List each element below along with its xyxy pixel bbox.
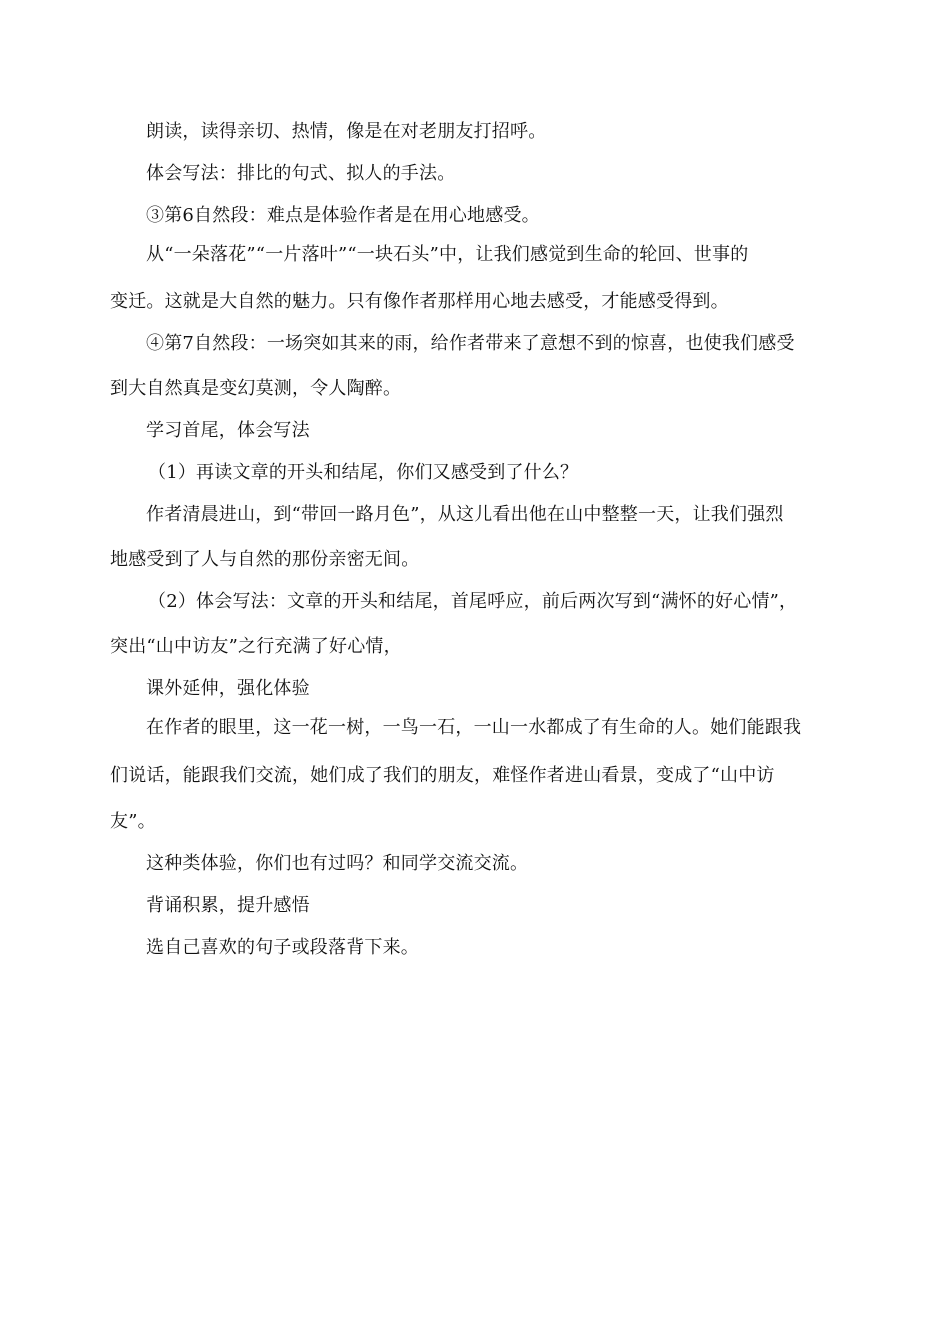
paragraph-line: （1）再读文章的开头和结尾，你们又感受到了什么？ bbox=[148, 462, 579, 483]
paragraph-line: 突出“山中访友”之行充满了好心情， bbox=[110, 636, 402, 657]
section-heading: 课外延伸，强化体验 bbox=[146, 678, 310, 699]
paragraph-line: 作者清晨进山，到“带回一路月色”，从这儿看出他在山中整整一天，让我们强烈 bbox=[146, 504, 784, 525]
paragraph-line: 选自己喜欢的句子或段落背下来。 bbox=[146, 937, 419, 958]
paragraph-line: 在作者的眼里，这一花一树，一鸟一石，一山一水都成了有生命的人。她们能跟我 bbox=[146, 717, 802, 738]
paragraph-line: 这种类体验，你们也有过吗？和同学交流交流。 bbox=[146, 853, 529, 874]
paragraph-line: 们说话，能跟我们交流，她们成了我们的朋友，难怪作者进山看景，变成了“山中访 bbox=[110, 765, 775, 786]
section-heading: 学习首尾，体会写法 bbox=[146, 420, 310, 441]
paragraph-line: （2）体会写法：文章的开头和结尾，首尾呼应，前后两次写到“满怀的好心情”， bbox=[148, 591, 798, 612]
paragraph-line: 友”。 bbox=[110, 811, 156, 832]
paragraph-line: 变迁。这就是大自然的魅力。只有像作者那样用心地去感受，才能感受得到。 bbox=[110, 291, 729, 312]
paragraph-line: ③第6自然段：难点是体验作者是在用心地感受。 bbox=[146, 205, 540, 226]
paragraph-line: 从“一朵落花”“一片落叶”“一块石头”中，让我们感觉到生命的轮回、世事的 bbox=[146, 244, 749, 265]
paragraph-line: 到大自然真是变幻莫测，令人陶醉。 bbox=[110, 378, 402, 399]
paragraph-line: 体会写法：排比的句式、拟人的手法。 bbox=[146, 163, 456, 184]
paragraph-line: 地感受到了人与自然的那份亲密无间。 bbox=[110, 549, 420, 570]
paragraph-line: ④第7自然段：一场突如其来的雨，给作者带来了意想不到的惊喜，也使我们感受 bbox=[146, 333, 795, 354]
section-heading: 背诵积累，提升感悟 bbox=[146, 895, 310, 916]
paragraph-line: 朗读，读得亲切、热情，像是在对老朋友打招呼。 bbox=[146, 121, 547, 142]
